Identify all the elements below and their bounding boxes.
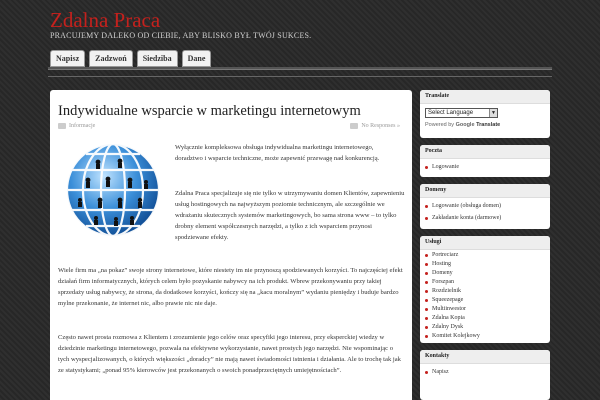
powered-by-google: Powered by Google Translate [425,122,501,128]
list-item[interactable]: Zdalna Kopia [425,314,545,323]
bullet-icon [425,254,428,257]
bullet-icon [425,317,428,320]
list-item[interactable]: Domeny [425,269,545,278]
widget-title: Domeny [420,184,550,198]
list-item[interactable]: Napisz [425,366,545,378]
tab-siedziba[interactable]: Siedziba [137,50,178,67]
widget-title: Kontakty [420,350,550,364]
post-paragraph-3: Wiele firm ma „na pokaz” swoje strony internetowe, które niestety im nie przynoszą spodziewanych korzyści. To najczęściej efekt działań firm informatycznych, których celem było pozyskanie nabywcy na ich produkt. Wbrew przekonywaniu przy takiej sprzedaży usług nabywcy, że strona, da dodatkowe korzyści, kończy się na „kacu moralnym” wydaniu pieniędzy i buduje bardzo mylne przekonanie, że internet nic, albo prawie nic nie daje. [58,267,403,307]
bullet-icon [425,217,428,220]
list-item[interactable]: Rozdzielnik [425,287,545,296]
nav-divider-secondary [48,76,552,77]
widget-title: Usługi [420,236,550,250]
post-meta-comments [350,123,400,129]
language-select[interactable] [425,108,498,118]
bullet-icon [425,299,428,302]
language-select-value: Select Language [428,110,474,116]
widget-uslugi [420,236,550,343]
list-item[interactable]: Forszpan [425,278,545,287]
category-icon [58,123,66,129]
tab-napisz[interactable]: Napisz [50,50,85,67]
post-paragraph-1: Wyłącznie kompleksowa obsługa indywidualna marketingu internetowego, doradztwo i wsparcie techniczne, może zapewnić przewagę nad konkurencją. [175,144,380,162]
list-item[interactable]: Multiinwestor [425,305,545,314]
bullet-icon [425,281,428,284]
post-content [50,90,412,400]
list-item[interactable]: Hosting [425,260,545,269]
list-item[interactable]: Komitet Kolejkowy [425,332,545,341]
bullet-icon [425,272,428,275]
site-tagline: PRACUJEMY DALEKO OD CIEBIE, ABY BLISKO BYŁ TWÓJ SUKCES. [50,31,312,40]
bullet-icon [425,263,428,266]
bullet-icon [425,290,428,293]
tab-zadzwon[interactable]: Zadzwoń [89,50,133,67]
bullet-icon [425,335,428,338]
list-item[interactable]: Squeezepage [425,296,545,305]
widget-domeny [420,184,550,229]
list-item[interactable]: Zakładanie konta (darmowe) [425,212,545,224]
comment-icon [350,123,358,129]
list-item[interactable]: Logowanie [425,161,545,173]
widget-translate [420,90,550,138]
widget-title: Translate [420,90,550,104]
list-item[interactable]: Portreciarz [425,251,545,260]
chevron-down-icon[interactable]: ▼ [489,109,497,117]
site-title[interactable]: Zdalna Praca [50,8,161,32]
google-logo: Google [455,122,475,128]
bullet-icon [425,371,428,374]
post-paragraph-2: Zdalna Praca specjalizuje się nie tylko w utrzymywaniu domen Klientów, zapewnieniu usług hostingowych na najwyższym poziomie technicznym, ale szczególnie we wdrażaniu skutecznych systemów marketingowych, bo sama strona www – to tylko drobny element współczesnych narzędzi, a tylko z ich wsparciem przynosi spodziewane efekty. [175,190,405,241]
list-item[interactable]: Zdalny Dysk [425,323,545,332]
list-item[interactable]: Logowanie (obsługa domen) [425,200,545,212]
post-title[interactable]: Indywidualne wsparcie w marketingu internetowym [58,103,361,119]
post-responses-link[interactable]: No Responses » [361,123,400,129]
main-nav [50,50,211,67]
translate-link[interactable]: Translate [476,122,501,128]
post-meta-category [58,123,95,129]
post-paragraph-4: Często nawet prosta rozmowa z Klientem i zrozumienie jego celów oraz specyfiki jego interesu, przy eksperckiej wiedzy w dziedzinie marketingu internetowego, pozwala na efektywne wykorzystanie, nawet prostych jego narzędzi. Nie wspominając o tych wyspecjalizowanych, o których większości „doradcy” nie mają nawet świadomości istnienia i działania. Ale to trochę tak jak ze statystykami; „ponad 95% kierowców jest przekonanych o swoich ponadprzeciętnych umiejętnościach”. [58,334,401,374]
bullet-icon [425,308,428,311]
tab-dane[interactable]: Dane [182,50,212,67]
nav-divider [48,67,552,70]
widget-poczta [420,145,550,177]
post-category-link[interactable]: Informacje [69,123,96,129]
bullet-icon [425,205,428,208]
widget-kontakty [420,350,550,400]
widget-title: Poczta [420,145,550,159]
bullet-icon [425,326,428,329]
bullet-icon [425,166,428,169]
globe-people-icon [58,140,168,240]
